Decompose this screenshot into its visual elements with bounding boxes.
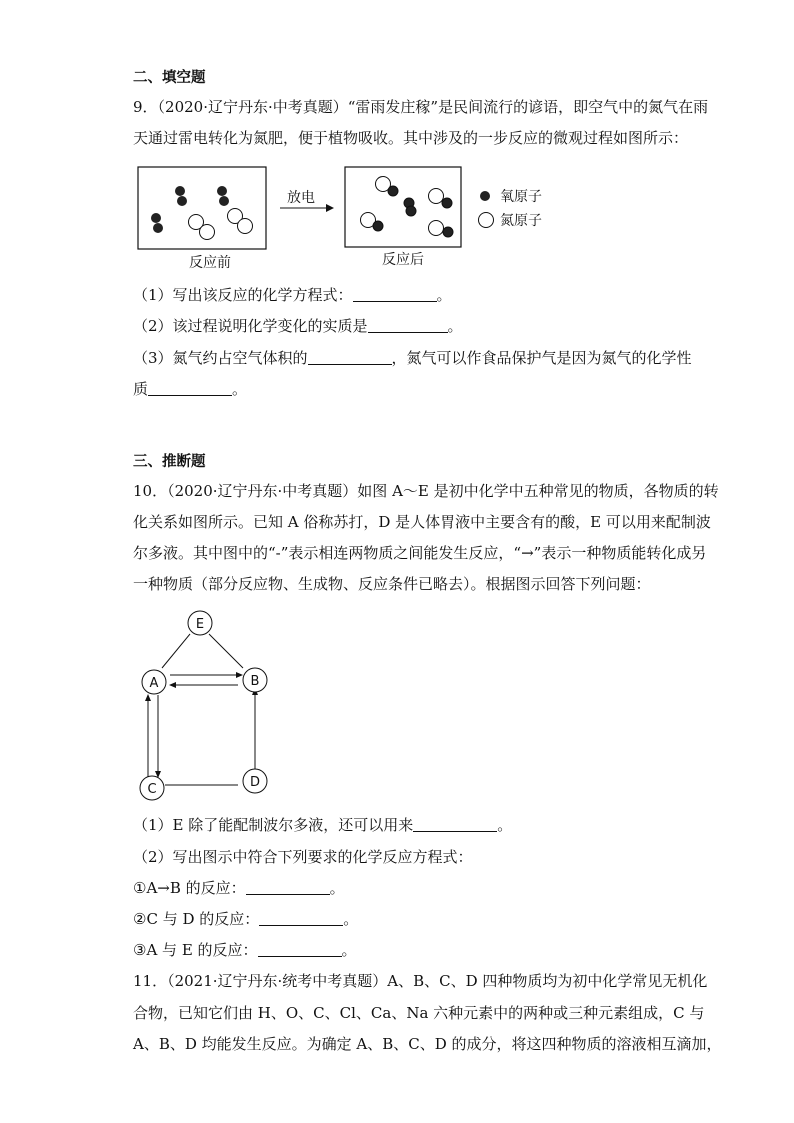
answer-blank[interactable]	[413, 816, 497, 832]
section-heading-fill-blank: 二、填空题	[133, 70, 206, 86]
q10-text-line-2: 化关系如图所示。已知 A 俗称苏打，D 是人体胃液中主要含有的酸，E 可以用来配制波	[133, 513, 711, 531]
q9-sub1: （1）写出该反应的化学方程式： 。	[133, 286, 452, 304]
node-A-label: A	[149, 676, 159, 691]
nitrogen-atom	[429, 221, 444, 236]
answer-blank[interactable]	[259, 910, 343, 926]
before-label: 反应前	[189, 255, 231, 271]
legend-nitrogen-icon	[479, 213, 494, 228]
answer-blank[interactable]	[148, 380, 232, 396]
oxygen-atom	[406, 206, 416, 216]
oxygen-atom	[219, 196, 229, 206]
q10-item2: ②C 与 D 的反应： 。	[133, 910, 359, 928]
node-C-label: C	[147, 782, 157, 797]
q9-text-line-1: 9．（2020·辽宁丹东·中考真题）“雷雨发庄稼”是民间流行的谚语，即空气中的氮气在雨	[133, 98, 709, 116]
legend-oxygen-label: 氧原子	[500, 189, 542, 205]
q10-relation-diagram	[130, 605, 280, 805]
q11-text-line-3: A、B、D 均能发生反应。为确定 A、B、C、D 的成分，将这四种物质的溶液相互滴加，	[133, 1035, 722, 1053]
node-B-label: B	[250, 674, 260, 689]
node-D-label: D	[249, 775, 261, 790]
nitrogen-atom	[200, 225, 215, 240]
answer-blank[interactable]	[308, 349, 392, 365]
q9-sub2: （2）该过程说明化学变化的实质是 。	[133, 317, 463, 335]
q11-text-line-2: 合物，已知它们由 H、O、C、Cl、Ca、Na 六种元素中的两种或三种元素组成，C 与	[133, 1004, 705, 1022]
node-E-label: E	[195, 617, 205, 632]
q11-text-line-1: 11．（2021·辽宁丹东·统考中考真题）A、B、C、D 四种物质均为初中化学常见无机化	[133, 972, 708, 990]
answer-blank[interactable]	[368, 317, 448, 333]
oxygen-atom	[443, 227, 453, 237]
q10-sub2: （2）写出图示中符合下列要求的化学反应方程式：	[133, 848, 473, 866]
answer-blank[interactable]	[258, 941, 342, 957]
nitrogen-atom	[429, 189, 444, 204]
arrow-label: 放电	[287, 190, 315, 206]
q9-sub3-cont: 质 。	[133, 380, 248, 398]
answer-blank[interactable]	[246, 879, 330, 895]
q10-text-line-1: 10．（2020·辽宁丹东·中考真题）如图 A～E 是初中化学中五种常见的物质，各物质的转	[133, 482, 719, 500]
section-heading-inference: 三、推断题	[133, 454, 206, 470]
q9-reaction-diagram	[130, 160, 570, 272]
after-molecules	[361, 177, 454, 238]
after-label: 反应后	[382, 252, 424, 268]
oxygen-atom	[373, 221, 383, 231]
q10-item3: ③A 与 E 的反应： 。	[133, 941, 357, 959]
oxygen-atom	[177, 196, 187, 206]
q10-item1: ①A→B 的反应： 。	[133, 879, 345, 897]
q9-sub3: （3）氮气约占空气体积的 ，氮气可以作食品保护气是因为氮气的化学性	[133, 349, 692, 367]
answer-blank[interactable]	[353, 286, 437, 302]
oxygen-atom	[217, 186, 227, 196]
q9-text-line-2: 天通过雷电转化为氮肥，便于植物吸收。其中涉及的一步反应的微观过程如图所示：	[133, 129, 689, 147]
before-nitrogen	[189, 209, 253, 240]
oxygen-atom	[175, 186, 185, 196]
nitrogen-atom	[238, 219, 253, 234]
oxygen-atom	[442, 198, 452, 208]
oxygen-atom	[153, 223, 163, 233]
legend-oxygen-icon	[480, 191, 490, 201]
q10-text-line-4: 一种物质（部分反应物、生成物、反应条件已略去）。根据图示回答下列问题：	[133, 575, 651, 593]
legend-nitrogen-label: 氮原子	[500, 213, 542, 229]
q10-text-line-3: 尔多液。其中图中的“-”表示相连两物质之间能发生反应，“→”表示一种物质能转化成另	[133, 544, 707, 562]
q10-sub1: （1）E 除了能配制波尔多液，还可以用来 。	[133, 816, 513, 834]
oxygen-atom	[388, 186, 398, 196]
oxygen-atom	[151, 213, 161, 223]
